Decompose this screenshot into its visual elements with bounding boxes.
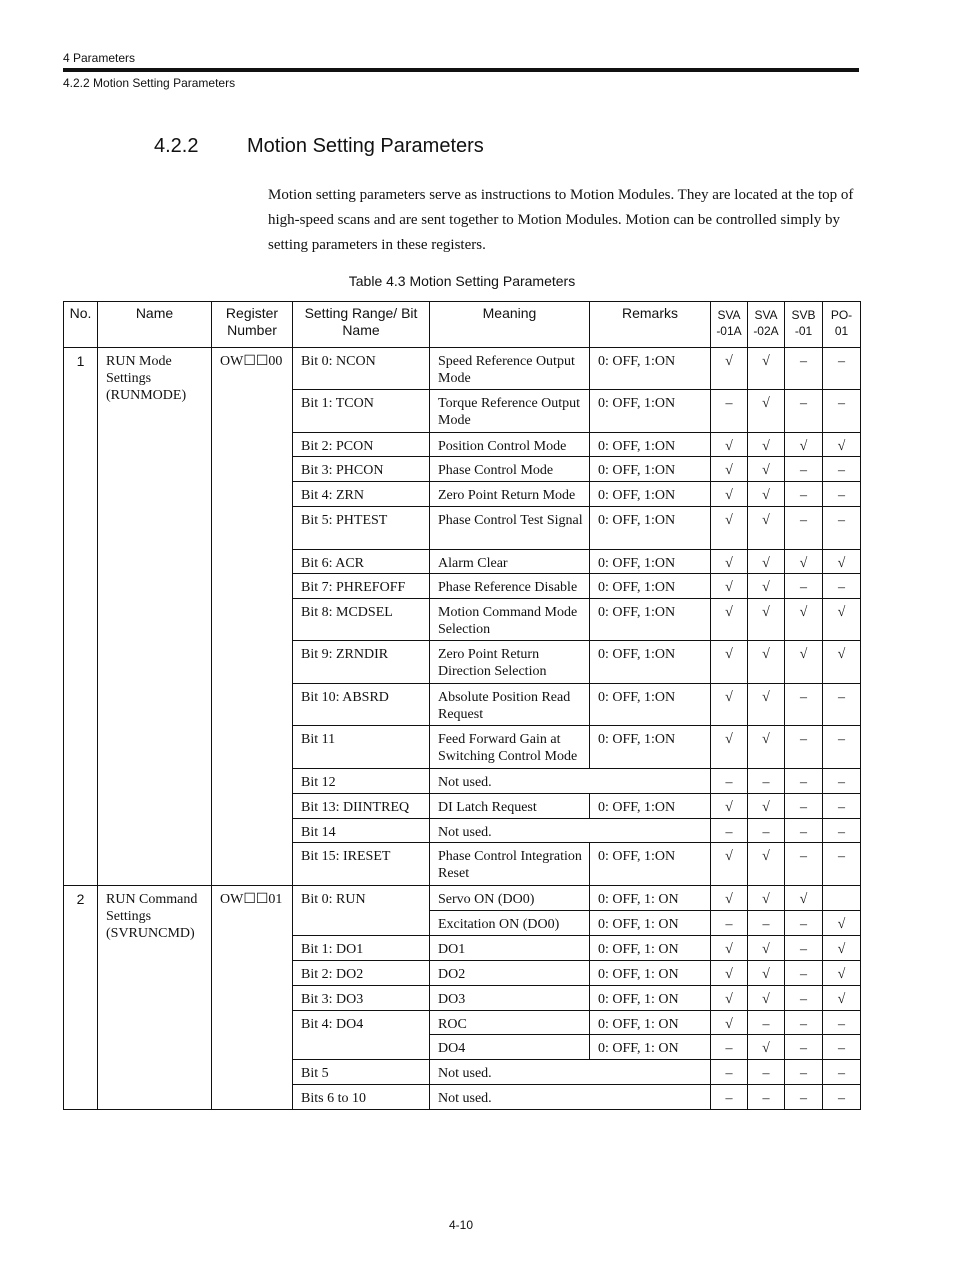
mark-svb-01: – xyxy=(785,348,823,390)
bit-meaning: DI Latch Request xyxy=(430,794,590,819)
bit-remarks: 0: OFF, 1: ON xyxy=(590,961,711,986)
bit-name: Bit 7: PHREFOFF xyxy=(293,574,430,599)
mark-sva-02a: √ xyxy=(748,550,785,574)
mark-sva-01a: √ xyxy=(711,1011,748,1035)
mark-sva-01a: √ xyxy=(711,843,748,886)
bit-remarks: 0: OFF, 1: ON xyxy=(590,886,711,911)
bit-remarks: 0: OFF, 1:ON xyxy=(590,684,711,726)
bit-name: Bit 11 xyxy=(293,726,430,769)
mark-sva-02a: – xyxy=(748,1085,785,1110)
mark-po-01: – xyxy=(823,684,861,726)
col-header-meaning: Meaning xyxy=(430,302,590,348)
bit-name: Bit 13: DIINTREQ xyxy=(293,794,430,819)
bit-remarks: 0: OFF, 1:ON xyxy=(590,550,711,574)
mark-sva-01a: √ xyxy=(711,986,748,1011)
mark-sva-02a: √ xyxy=(748,843,785,886)
mark-svb-01: – xyxy=(785,986,823,1011)
mark-sva-01a: – xyxy=(711,390,748,433)
bit-name: Bit 15: IRESET xyxy=(293,843,430,886)
bit-meaning: DO1 xyxy=(430,936,590,961)
bit-remarks: 0: OFF, 1:ON xyxy=(590,794,711,819)
mark-sva-01a: √ xyxy=(711,599,748,641)
mark-po-01: – xyxy=(823,390,861,433)
bit-meaning: Zero Point Return Mode xyxy=(430,482,590,507)
mark-po-01: √ xyxy=(823,911,861,936)
bit-remarks: 0: OFF, 1:ON xyxy=(590,574,711,599)
mark-svb-01: √ xyxy=(785,599,823,641)
mark-sva-01a: √ xyxy=(711,433,748,457)
bit-remarks: 0: OFF, 1:ON xyxy=(590,726,711,769)
mark-po-01: √ xyxy=(823,936,861,961)
mark-po-01: – xyxy=(823,819,861,843)
bit-meaning: DO2 xyxy=(430,961,590,986)
bit-name: Bit 3: DO3 xyxy=(293,986,430,1011)
mark-sva-02a: – xyxy=(748,1011,785,1035)
mark-sva-02a: √ xyxy=(748,433,785,457)
mark-sva-01a: √ xyxy=(711,886,748,911)
mark-sva-02a: √ xyxy=(748,936,785,961)
bit-name: Bit 0: RUN xyxy=(293,886,430,936)
bit-meaning: Motion Command Mode Selection xyxy=(430,599,590,641)
mark-po-01 xyxy=(823,886,861,911)
mark-svb-01: – xyxy=(785,769,823,794)
bit-remarks: 0: OFF, 1:ON xyxy=(590,482,711,507)
bit-meaning: Absolute Position Read Request xyxy=(430,684,590,726)
bit-meaning: Phase Control Mode xyxy=(430,457,590,482)
mark-po-01: √ xyxy=(823,986,861,1011)
mark-sva-01a: √ xyxy=(711,348,748,390)
mark-sva-01a: √ xyxy=(711,482,748,507)
mark-sva-01a: – xyxy=(711,1035,748,1060)
bit-remarks: 0: OFF, 1:ON xyxy=(590,348,711,390)
bit-meaning: Phase Control Test Signal xyxy=(430,507,590,550)
bit-remarks: 0: OFF, 1: ON xyxy=(590,1035,711,1060)
mark-svb-01: – xyxy=(785,390,823,433)
section-heading xyxy=(154,135,484,158)
mark-po-01: – xyxy=(823,1011,861,1035)
bit-remarks: 0: OFF, 1:ON xyxy=(590,641,711,684)
bit-remarks: 0: OFF, 1:ON xyxy=(590,507,711,550)
mark-po-01: – xyxy=(823,843,861,886)
mark-sva-02a: √ xyxy=(748,794,785,819)
mark-po-01: √ xyxy=(823,599,861,641)
bit-remarks: 0: OFF, 1:ON xyxy=(590,433,711,457)
bit-name: Bit 1: TCON xyxy=(293,390,430,433)
param-name: RUN Mode Settings (RUNMODE) xyxy=(98,348,212,886)
bit-meaning: Speed Reference Output Mode xyxy=(430,348,590,390)
col-header-remarks: Remarks xyxy=(590,302,711,348)
mark-sva-01a: – xyxy=(711,911,748,936)
mark-po-01: √ xyxy=(823,433,861,457)
col-header-po-01: PO- 01 xyxy=(823,302,861,348)
mark-svb-01: – xyxy=(785,843,823,886)
bit-name: Bit 5: PHTEST xyxy=(293,507,430,550)
col-header-svb-01: SVB -01 xyxy=(785,302,823,348)
bit-remarks: 0: OFF, 1:ON xyxy=(590,843,711,886)
mark-sva-02a: √ xyxy=(748,507,785,550)
mark-po-01: – xyxy=(823,348,861,390)
bit-meaning: Zero Point Return Direction Selection xyxy=(430,641,590,684)
mark-sva-02a: √ xyxy=(748,961,785,986)
bit-name: Bit 10: ABSRD xyxy=(293,684,430,726)
mark-svb-01: – xyxy=(785,574,823,599)
mark-sva-02a: √ xyxy=(748,684,785,726)
bit-meaning: Not used. xyxy=(430,1060,711,1085)
mark-svb-01: – xyxy=(785,507,823,550)
mark-sva-01a: – xyxy=(711,819,748,843)
col-header-setting-range: Setting Range/ Bit Name xyxy=(293,302,430,348)
register-number: OW☐☐01 xyxy=(212,886,293,1110)
col-header-sva-01a: SVA -01A xyxy=(711,302,748,348)
bit-meaning: ROC xyxy=(430,1011,590,1035)
col-header-name: Name xyxy=(98,302,212,348)
header-rule xyxy=(63,68,859,72)
table-row xyxy=(64,348,861,390)
bit-name: Bit 2: PCON xyxy=(293,433,430,457)
bit-remarks: 0: OFF, 1:ON xyxy=(590,457,711,482)
bit-name: Bit 1: DO1 xyxy=(293,936,430,961)
mark-po-01: √ xyxy=(823,641,861,684)
bit-meaning: Excitation ON (DO0) xyxy=(430,911,590,936)
mark-svb-01: – xyxy=(785,726,823,769)
col-header-sva-02a: SVA -02A xyxy=(748,302,785,348)
mark-sva-02a: √ xyxy=(748,599,785,641)
table-body xyxy=(64,348,861,1110)
mark-sva-02a: √ xyxy=(748,641,785,684)
mark-sva-02a: – xyxy=(748,819,785,843)
bit-meaning: Phase Control Integration Reset xyxy=(430,843,590,886)
mark-sva-02a: √ xyxy=(748,574,785,599)
bit-name: Bit 2: DO2 xyxy=(293,961,430,986)
mark-po-01: – xyxy=(823,769,861,794)
bit-name: Bit 8: MCDSEL xyxy=(293,599,430,641)
bit-name: Bits 6 to 10 xyxy=(293,1085,430,1110)
mark-svb-01: √ xyxy=(785,641,823,684)
mark-po-01: – xyxy=(823,457,861,482)
mark-svb-01: – xyxy=(785,684,823,726)
mark-svb-01: – xyxy=(785,1035,823,1060)
intro-paragraph: Motion setting parameters serve as instructions to Motion Modules. They are located at the top of high-speed scans and are sent together to Motion Modules. Motion can be controlled simply by setting parameters in these registers. xyxy=(268,187,854,253)
mark-sva-02a: √ xyxy=(748,886,785,911)
mark-svb-01: – xyxy=(785,457,823,482)
bit-meaning: Alarm Clear xyxy=(430,550,590,574)
bit-meaning: Torque Reference Output Mode xyxy=(430,390,590,433)
mark-sva-02a: √ xyxy=(748,482,785,507)
bit-name: Bit 4: ZRN xyxy=(293,482,430,507)
bit-meaning: Feed Forward Gain at Switching Control Mode xyxy=(430,726,590,769)
mark-svb-01: – xyxy=(785,794,823,819)
bit-meaning: Not used. xyxy=(430,1085,711,1110)
bit-meaning: Not used. xyxy=(430,769,711,794)
section-title: Motion Setting Parameters xyxy=(247,135,484,157)
mark-svb-01: – xyxy=(785,911,823,936)
table-row xyxy=(64,886,861,911)
mark-svb-01: – xyxy=(785,482,823,507)
bit-remarks: 0: OFF, 1:ON xyxy=(590,390,711,433)
bit-name: Bit 3: PHCON xyxy=(293,457,430,482)
mark-svb-01: √ xyxy=(785,550,823,574)
mark-sva-01a: √ xyxy=(711,684,748,726)
mark-sva-02a: √ xyxy=(748,390,785,433)
mark-po-01: – xyxy=(823,794,861,819)
bit-meaning: DO4 xyxy=(430,1035,590,1060)
mark-sva-01a: √ xyxy=(711,726,748,769)
bit-meaning: Servo ON (DO0) xyxy=(430,886,590,911)
table-caption: Table 4.3 Motion Setting Parameters xyxy=(348,273,576,289)
mark-po-01: √ xyxy=(823,550,861,574)
param-no: 2 xyxy=(64,886,98,1110)
mark-sva-02a: – xyxy=(748,769,785,794)
mark-sva-01a: √ xyxy=(711,961,748,986)
mark-svb-01: – xyxy=(785,1011,823,1035)
mark-po-01: – xyxy=(823,482,861,507)
mark-svb-01: – xyxy=(785,936,823,961)
section-number: 4.2.2 xyxy=(154,135,199,157)
bit-meaning: DO3 xyxy=(430,986,590,1011)
mark-sva-02a: √ xyxy=(748,1035,785,1060)
col-header-register-number: Register Number xyxy=(212,302,293,348)
bit-name: Bit 9: ZRNDIR xyxy=(293,641,430,684)
mark-sva-01a: √ xyxy=(711,936,748,961)
bit-name: Bit 6: ACR xyxy=(293,550,430,574)
mark-sva-02a: √ xyxy=(748,457,785,482)
mark-sva-02a: √ xyxy=(748,986,785,1011)
bit-meaning: Phase Reference Disable xyxy=(430,574,590,599)
register-number: OW☐☐00 xyxy=(212,348,293,886)
mark-sva-01a: √ xyxy=(711,457,748,482)
param-name: RUN Command Settings (SVRUNCMD) xyxy=(98,886,212,1110)
bit-remarks: 0: OFF, 1: ON xyxy=(590,1011,711,1035)
mark-sva-01a: – xyxy=(711,1060,748,1085)
mark-svb-01: – xyxy=(785,819,823,843)
mark-sva-01a: – xyxy=(711,1085,748,1110)
mark-po-01: – xyxy=(823,1085,861,1110)
mark-sva-02a: – xyxy=(748,911,785,936)
mark-sva-02a: √ xyxy=(748,348,785,390)
mark-po-01: – xyxy=(823,1060,861,1085)
mark-svb-01: – xyxy=(785,1060,823,1085)
mark-sva-01a: √ xyxy=(711,794,748,819)
mark-po-01: – xyxy=(823,726,861,769)
mark-po-01: √ xyxy=(823,961,861,986)
mark-svb-01: – xyxy=(785,1085,823,1110)
mark-svb-01: √ xyxy=(785,886,823,911)
mark-sva-01a: √ xyxy=(711,507,748,550)
mark-svb-01: – xyxy=(785,961,823,986)
param-no: 1 xyxy=(64,348,98,886)
bit-name: Bit 12 xyxy=(293,769,430,794)
bit-remarks: 0: OFF, 1: ON xyxy=(590,986,711,1011)
mark-sva-01a: – xyxy=(711,769,748,794)
bit-remarks: 0: OFF, 1: ON xyxy=(590,936,711,961)
mark-po-01: – xyxy=(823,507,861,550)
bit-remarks: 0: OFF, 1: ON xyxy=(590,911,711,936)
mark-sva-02a: √ xyxy=(748,726,785,769)
mark-sva-02a: – xyxy=(748,1060,785,1085)
bit-remarks: 0: OFF, 1:ON xyxy=(590,599,711,641)
running-header-chapter: 4 Parameters xyxy=(63,51,136,65)
bit-meaning: Position Control Mode xyxy=(430,433,590,457)
bit-name: Bit 4: DO4 xyxy=(293,1011,430,1060)
mark-sva-01a: √ xyxy=(711,641,748,684)
bit-name: Bit 0: NCON xyxy=(293,348,430,390)
bit-name: Bit 5 xyxy=(293,1060,430,1085)
table-header-row xyxy=(64,302,861,348)
mark-svb-01: √ xyxy=(785,433,823,457)
motion-setting-parameters-table xyxy=(63,301,861,1110)
mark-sva-01a: √ xyxy=(711,574,748,599)
bit-meaning: Not used. xyxy=(430,819,711,843)
running-header-section: 4.2.2 Motion Setting Parameters xyxy=(63,76,236,90)
mark-sva-01a: √ xyxy=(711,550,748,574)
bit-name: Bit 14 xyxy=(293,819,430,843)
mark-po-01: – xyxy=(823,574,861,599)
col-header-no: No. xyxy=(64,302,98,348)
page-number: 4-10 xyxy=(448,1218,474,1232)
mark-po-01: – xyxy=(823,1035,861,1060)
